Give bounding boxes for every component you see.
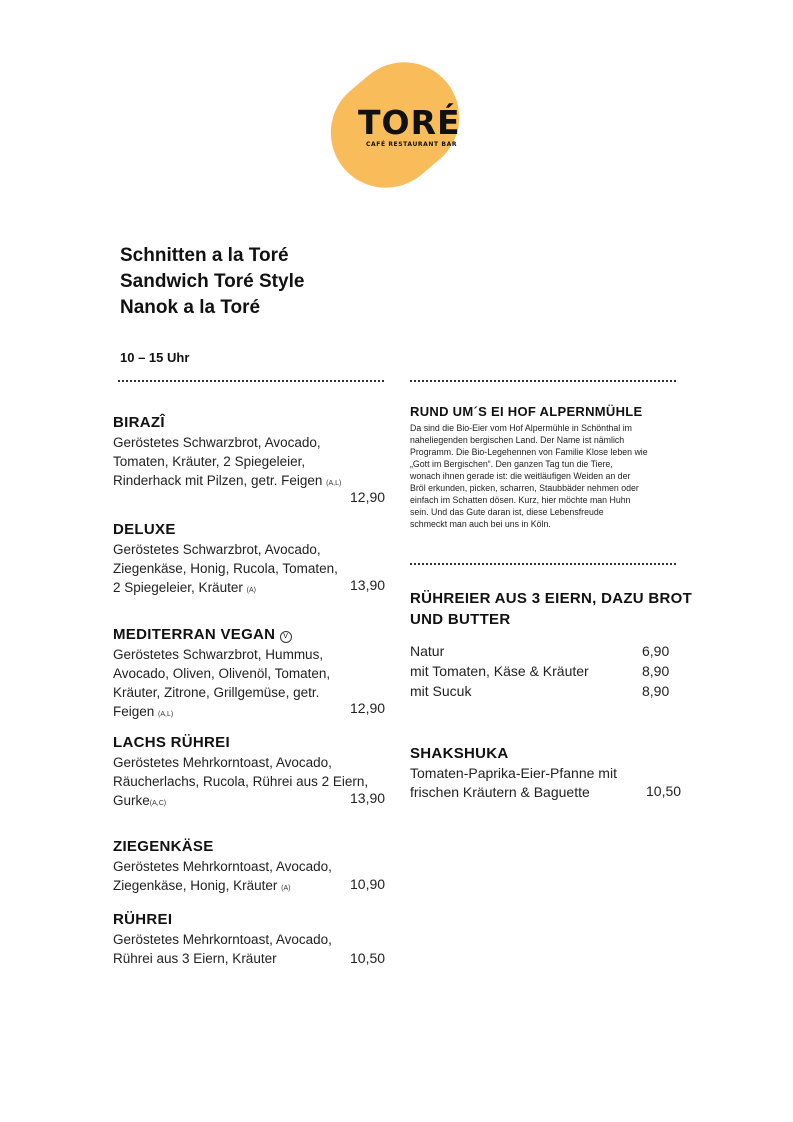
desc-line: Kräuter, Zitrone, Grillgemüse, getr. <box>113 685 320 700</box>
item-desc-deluxe <box>113 540 338 600</box>
desc-line-text: Gurke <box>113 793 150 808</box>
scrambled-title <box>410 588 692 630</box>
item-title-birazi: BIRAZÎ <box>113 414 165 431</box>
page-title <box>120 243 304 321</box>
title-text: MEDITERRAN VEGAN <box>113 626 276 643</box>
title-line-en: Sandwich Toré Style <box>120 271 305 292</box>
desc-line: Rührei aus 3 Eiern, Kräuter <box>113 951 277 966</box>
shakshuka-title: SHAKSHUKA <box>410 745 509 762</box>
desc-line: Räucherlachs, Rucola, Rührei aus 2 Eiern, <box>113 774 369 789</box>
item-desc-birazi <box>113 433 341 493</box>
scrambled-option-label: Natur <box>410 643 445 659</box>
divider-left <box>118 380 384 382</box>
item-title-ruehrei: RÜHREI <box>113 911 173 928</box>
scrambled-option-price: 6,90 <box>642 643 670 659</box>
desc-line: Geröstetes Mehrkorntoast, Avocado, <box>113 932 332 947</box>
eggs-info-text <box>410 422 685 530</box>
item-title-mediterran-vegan <box>113 626 292 643</box>
desc-line: Geröstetes Schwarzbrot, Avocado, <box>113 435 321 450</box>
desc-line-text: Feigen <box>113 704 155 719</box>
title-line-de: Schnitten a la Toré <box>120 245 289 266</box>
item-price-deluxe: 13,90 <box>350 577 386 593</box>
desc-line: Geröstetes Mehrkorntoast, Avocado, <box>113 859 332 874</box>
allergen-note: (A) <box>281 885 291 892</box>
divider-right-top <box>410 380 676 382</box>
desc-line: Geröstetes Mehrkorntoast, Avocado, <box>113 755 332 770</box>
info-line: Bröl erkunden, picken, scharren, Staubbäder nehmen oder <box>410 483 639 493</box>
desc-line: frischen Kräutern & Baguette <box>410 784 590 800</box>
desc-line <box>113 578 338 600</box>
item-desc-ruehrei <box>113 930 332 968</box>
scrambled-option-label: mit Tomaten, Käse & Kräuter <box>410 663 589 679</box>
desc-line: Ziegenkäse, Honig, Rucola, Tomaten, <box>113 561 338 576</box>
scrambled-option-price: 8,90 <box>642 683 670 699</box>
item-title-deluxe: DELUXE <box>113 521 176 538</box>
desc-line <box>113 702 330 724</box>
info-line: wonach ihnen gerade ist: die weitläufigen Weiden an der <box>410 471 631 481</box>
item-price-ruehrei: 10,50 <box>350 950 386 966</box>
item-price-mediterran-vegan: 12,90 <box>350 700 386 716</box>
item-price-ziegenkaese: 10,90 <box>350 876 386 892</box>
desc-line: Geröstetes Schwarzbrot, Avocado, <box>113 542 321 557</box>
info-line: naheliegenden bergischen Land. Der Name ist nämlich <box>410 435 625 445</box>
shakshuka-price: 10,50 <box>646 783 682 799</box>
info-line: einfach im Schatten dösen. Kurz, hier möchte man Huhn <box>410 495 631 505</box>
info-line: schmeckt man auch bei uns in Köln. <box>410 519 551 529</box>
desc-line-text: 2 Spiegeleier, Kräuter <box>113 580 243 595</box>
desc-line: Tomaten-Paprika-Eier-Pfanne mit <box>410 765 617 781</box>
desc-line: Geröstetes Schwarzbrot, Hummus, <box>113 647 324 662</box>
desc-line-text: Rinderhack mit Pilzen, getr. Feigen <box>113 473 323 488</box>
scrambled-option-label: mit Sucuk <box>410 683 472 699</box>
title-line: UND BUTTER <box>410 611 511 628</box>
info-line: Programm. Die Bio-Legehennen von Familie Klose leben wie <box>410 447 648 457</box>
allergen-note: (A,L) <box>326 480 342 487</box>
desc-line <box>113 791 368 813</box>
desc-line: Avocado, Oliven, Olivenöl, Tomaten, <box>113 666 331 681</box>
allergen-note: (A,C) <box>149 800 167 807</box>
item-title-ziegenkaese: ZIEGENKÄSE <box>113 838 214 855</box>
divider-right-mid <box>410 563 676 565</box>
item-desc-mediterran-vegan <box>113 645 330 724</box>
eggs-info-title: RUND UM´S EI HOF ALPERNMÜHLE <box>410 404 643 419</box>
info-line: Da sind die Bio-Eier vom Hof Alpermühle in Schönthal im <box>410 423 632 433</box>
title-line: RÜHREIER AUS 3 EIERN, DAZU BROT <box>410 590 693 607</box>
desc-line <box>113 471 341 493</box>
desc-line: Tomaten, Kräuter, 2 Spiegeleier, <box>113 454 306 469</box>
item-title-lachs-ruehrei: LACHS RÜHREI <box>113 734 230 751</box>
shakshuka-desc <box>410 764 617 802</box>
logo-wordmark: TORÉ <box>358 103 461 142</box>
item-desc-ziegenkaese <box>113 857 332 898</box>
item-desc-lachs-ruehrei <box>113 753 368 813</box>
allergen-note: (A,L) <box>158 711 174 718</box>
allergen-note: (A) <box>246 587 256 594</box>
info-line: „Gott im Bergischen“. Den ganzen Tag tun die Tiere, <box>410 459 613 469</box>
desc-line-text: Ziegenkäse, Honig, Kräuter <box>113 878 278 893</box>
desc-line <box>113 876 332 898</box>
title-line-ku: Nanok a la Toré <box>120 297 261 318</box>
serving-hours: 10 – 15 Uhr <box>120 350 190 365</box>
vegan-icon: V <box>280 631 292 643</box>
item-price-birazi: 12,90 <box>350 489 386 505</box>
scrambled-option-price: 8,90 <box>642 663 670 679</box>
item-price-lachs-ruehrei: 13,90 <box>350 790 386 806</box>
info-line: sein. Und das Gute daran ist, diese Lebensfreude <box>410 507 604 517</box>
logo-subtitle: CAFÉ RESTAURANT BAR <box>366 141 458 148</box>
